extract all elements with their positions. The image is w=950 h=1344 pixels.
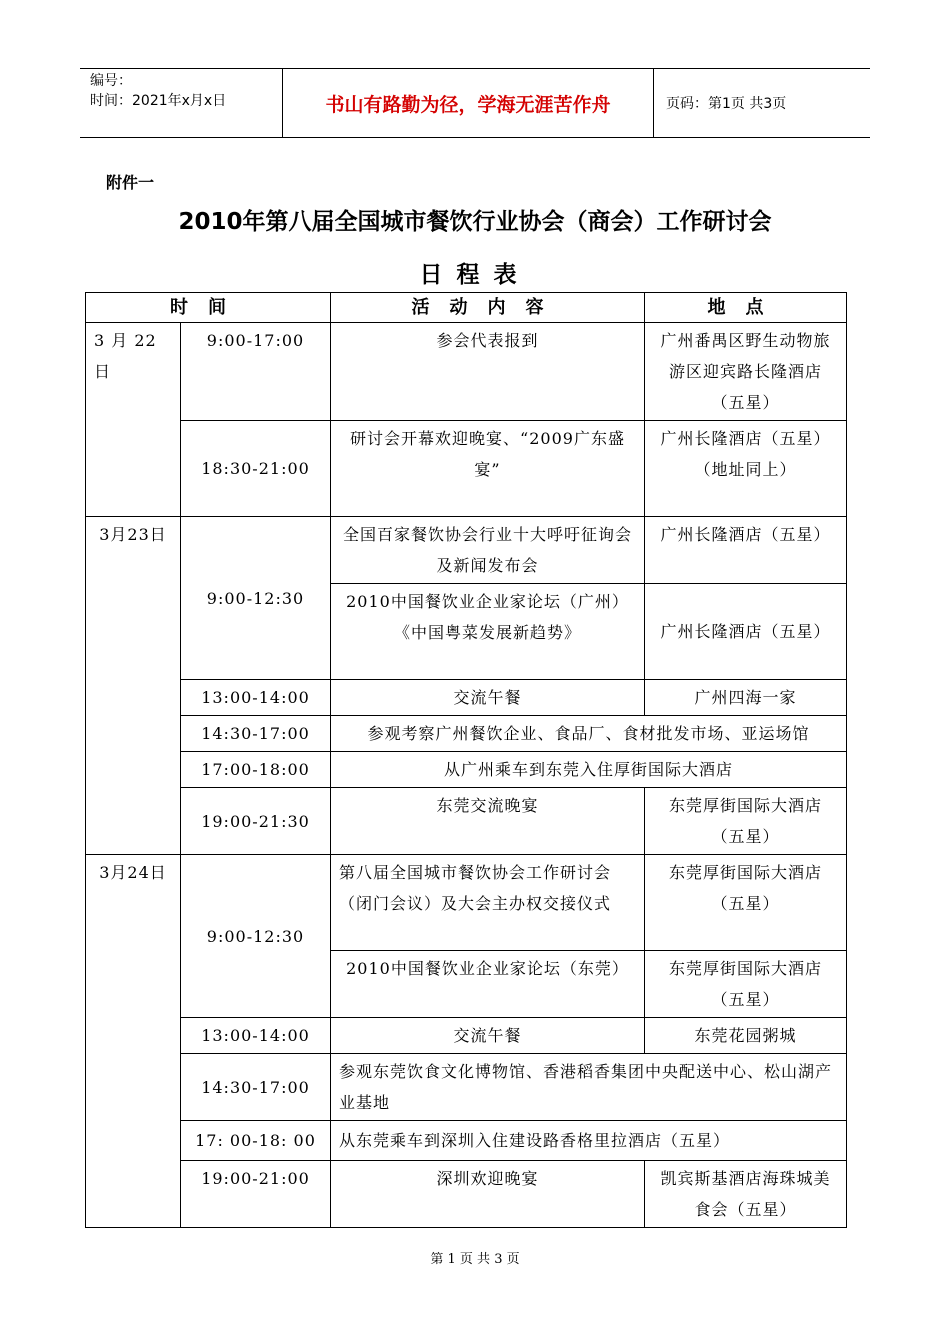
place-cell — [645, 421, 847, 517]
schedule-table — [85, 292, 847, 1228]
time-cell: 19:00-21:00 — [181, 1161, 331, 1228]
header-meta — [80, 69, 282, 137]
table-row — [86, 680, 847, 716]
place-cell: 广州番禺区野生动物旅游区迎宾路长隆酒店（五星） — [645, 323, 847, 421]
table-row — [86, 1018, 847, 1054]
header-number: 编号： — [90, 73, 132, 89]
table-row — [86, 323, 847, 421]
place-note: （地址同上） — [694, 460, 797, 479]
table-row — [86, 788, 847, 855]
attachment-label: 附件一 — [106, 173, 155, 192]
activity-text: 2010中国餐饮业企业家论坛（广州） — [346, 592, 629, 611]
activity-cell: 参会代表报到 — [331, 323, 645, 421]
activity-note: 《中国粤菜发展新趋势》 — [393, 623, 581, 642]
place-cell: 东莞厚街国际大酒店（五星） — [645, 788, 847, 855]
place-cell: 广州长隆酒店（五星） — [645, 517, 847, 584]
time-cell: 9:00-12:30 — [181, 855, 331, 1018]
activity-cell: 研讨会开幕欢迎晚宴、“2009广东盛宴” — [331, 421, 645, 517]
activity-cell: 2010中国餐饮业企业家论坛（东莞） — [331, 951, 645, 1018]
time-cell: 17: 00-18: 00 — [181, 1121, 331, 1161]
activity-cell: 从东莞乘车到深圳入住建设路香格里拉酒店（五星） — [331, 1121, 847, 1161]
header-activity: 活动内容 — [331, 293, 645, 323]
header-page-code: 页码：第1页 共3页 — [666, 96, 787, 112]
document-title: 2010年第八届全国城市餐饮行业协会（商会）工作研讨会 — [178, 209, 772, 235]
place-text: 广州长隆酒店（五星） — [660, 429, 831, 448]
date-cell: 3月23日 — [86, 517, 181, 855]
table-row — [86, 1121, 847, 1161]
table-row — [86, 1054, 847, 1121]
table-row — [86, 421, 847, 517]
document-header — [80, 68, 870, 138]
document-subtitle: 日程表 — [419, 262, 531, 288]
activity-cell: 深圳欢迎晚宴 — [331, 1161, 645, 1228]
table-row — [86, 716, 847, 752]
table-row — [86, 855, 847, 951]
activity-cell — [331, 584, 645, 680]
header-place: 地点 — [645, 293, 847, 323]
time-cell: 13:00-14:00 — [181, 1018, 331, 1054]
place-cell: 广州长隆酒店（五星） — [645, 584, 847, 680]
place-cell: 东莞厚街国际大酒店（五星） — [645, 951, 847, 1018]
table-row — [86, 517, 847, 584]
time-cell: 19:00-21:30 — [181, 788, 331, 855]
header-slogan: 书山有路勤为径，学海无涯苦作舟 — [282, 69, 654, 137]
page-footer: 第 1 页 共 3 页 — [430, 1252, 520, 1267]
date-cell: 3 月 22日 — [86, 323, 181, 517]
activity-cell: 东莞交流晚宴 — [331, 788, 645, 855]
activity-cell: 第八届全国城市餐饮协会工作研讨会（闭门会议）及大会主办权交接仪式 — [331, 855, 645, 951]
activity-cell: 从广州乘车到东莞入住厚街国际大酒店 — [331, 752, 847, 788]
table-row — [86, 1161, 847, 1228]
activity-cell: 参观东莞饮食文化博物馆、香港稻香集团中央配送中心、松山湖产业基地 — [331, 1054, 847, 1121]
time-cell: 13:00-14:00 — [181, 680, 331, 716]
activity-cell: 交流午餐 — [331, 680, 645, 716]
time-cell: 18:30-21:00 — [181, 421, 331, 517]
place-cell: 广州四海一家 — [645, 680, 847, 716]
place-cell: 凯宾斯基酒店海珠城美食会（五星） — [645, 1161, 847, 1228]
place-cell: 东莞花园粥城 — [645, 1018, 847, 1054]
time-cell: 9:00-12:30 — [181, 517, 331, 680]
table-header-row — [86, 293, 847, 323]
activity-cell: 交流午餐 — [331, 1018, 645, 1054]
time-cell: 9:00-17:00 — [181, 323, 331, 421]
header-time: 时间 — [86, 293, 331, 323]
time-cell: 14:30-17:00 — [181, 1054, 331, 1121]
place-cell: 东莞厚街国际大酒店（五星） — [645, 855, 847, 951]
time-cell: 14:30-17:00 — [181, 716, 331, 752]
activity-cell: 全国百家餐饮协会行业十大呼吁征询会及新闻发布会 — [331, 517, 645, 584]
header-time: 时间：2021年x月x日 — [90, 93, 227, 109]
time-cell: 17:00-18:00 — [181, 752, 331, 788]
table-row — [86, 752, 847, 788]
date-cell: 3月24日 — [86, 855, 181, 1228]
activity-cell: 参观考察广州餐饮企业、食品厂、食材批发市场、亚运场馆 — [331, 716, 847, 752]
